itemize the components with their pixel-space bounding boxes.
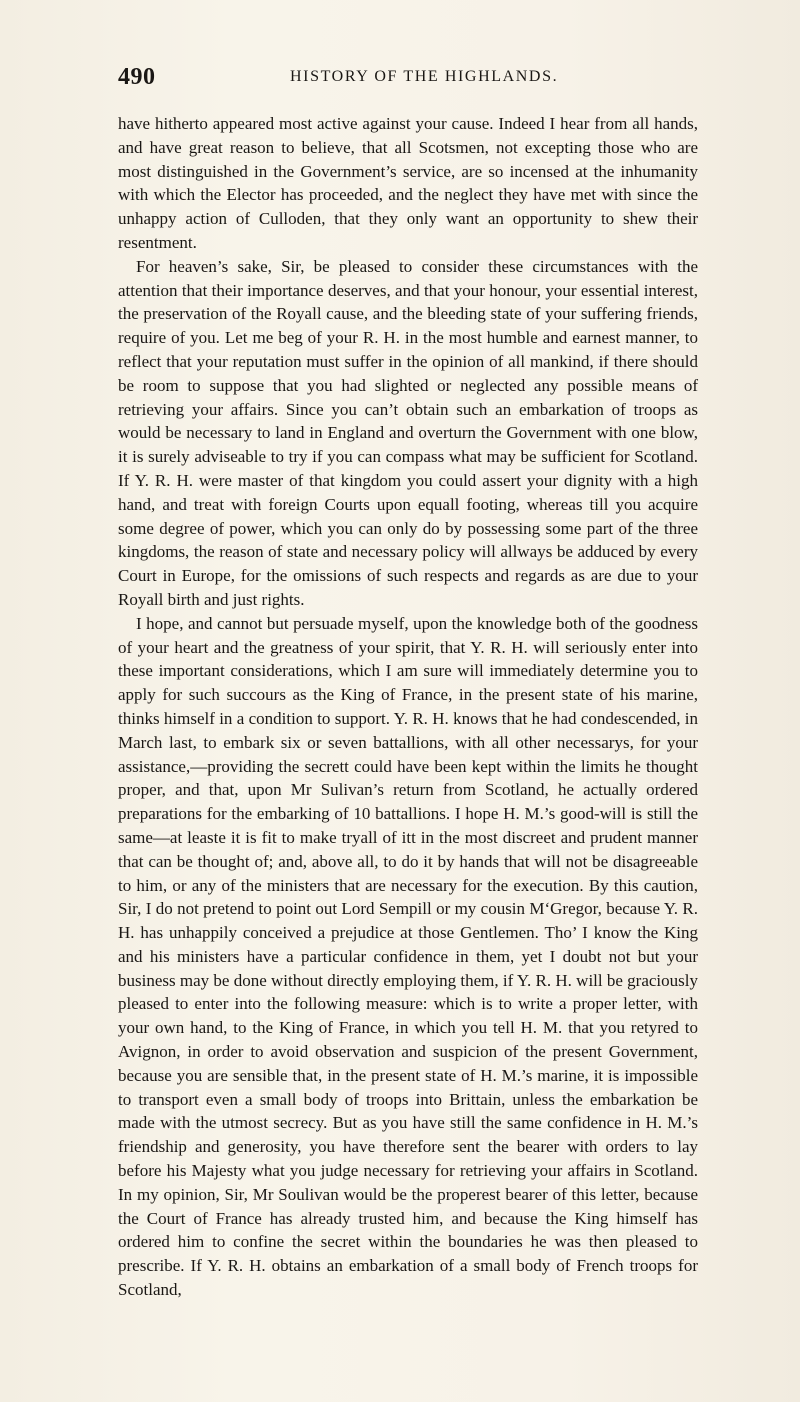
paragraph: For heaven’s sake, Sir, be pleased to consider these circumstances with the attention that their importance deserves, and that your honour, your essential interest, the preservation of the Royall cause, and the bleeding state of your suffering friends, require of you. Let me beg of your R. H. in the most humble and earnest manner, to reflect that your reputation must suffer in the opinion of all mankind, if there should be room to suppose that you had slighted or neglected any possible means of retrieving your affairs. Since you can’t obtain such an embarkation of troops as would be necessary to land in England and overturn the Government with one blow, it is surely adviseable to try if you can compass what may be sufficient for Scotland. If Y. R. H. were master of that kingdom you could assert your dignity with a high hand, and treat with foreign Courts upon equall footing, whereas till you acquire some degree of power, which you can only do by possessing some part of the three kingdoms, the reason of state and necessary policy will allways be adduced by every Court in Europe, for the omissions of such respects and regards as are due to your Royall birth and just rights. bbox=[118, 256, 698, 609]
paragraph: I hope, and cannot but persuade myself, upon the knowledge both of the goodness of your heart and the greatness of your spirit, that Y. R. H. will seriously enter into these important considerations, which I am sure will immediately determine you to apply for such succours as the King of France, in the present state of his marine, thinks himself in a condition to support. Y. R. H. knows that he had condescended, in March last, to embark six or seven battallions, with all other necessarys, for your assistance,—providing the secrett could have been kept within the limits he thought proper, and that, upon Mr Sulivan’s return from Scotland, he actually ordered preparations for the embarking of 10 battallions. I hope H. M.’s good-will is still the same—at leaste it is fit to make tryall of itt in the most discreet and prudent manner that can be thought of; and, above all, to do it by hands that will not be disagreeable to him, or any of the ministers that are necessary for the execution. By this caution, Sir, I do not pretend to point out Lord Sempill or my cousin M‘Gregor, because Y. R. H. has unhappily conceived a prejudice at those Gentlemen. Tho’ I know the King and his ministers have a particular confidence in them, yet I doubt not but your business may be done without directly employing them, if Y. R. H. will be graciously pleased to enter into the following measure: which is to write a proper letter, with your own hand, to the King of France, in which you tell H. M. that you retyred to Avignon, in order to avoid observation and suspicion of the present Government, because you are sensible that, in the present state of H. M.’s marine, it is impossible to transport even a small body of troops into Brittain, unless the embarkation be made with the utmost secrecy. But as you have still the same confidence in H. M.’s friendship and generosity, you have therefore sent the bearer with orders to lay before his Majesty what you judge necessary for retrieving your affairs in Scotland. In my opinion, Sir, Mr Soulivan would be the properest bearer of this letter, because the Court of France has already trusted him, and because the King himself has ordered him to confine the secret within the boundaries he was then pleased to prescribe. If Y. R. H. obtains an embarkation of a small body of French troops for Scotland, bbox=[118, 613, 698, 1300]
running-title: HISTORY OF THE HIGHLANDS. bbox=[290, 68, 559, 85]
paragraph-continuation: have hitherto appeared most active against your cause. Indeed I hear from all hands, and have great reason to believe, that all Scotsmen, not excepting those who are most distinguished in the Government’s service, are so incensed at the inhumanity with which the Elector has proceeded, and the neglect they have met with since the unhappy action of Culloden, that they only want an opportunity to shew their resentment. bbox=[118, 114, 698, 252]
page-number: 490 bbox=[118, 64, 156, 90]
page-header bbox=[118, 64, 698, 94]
body-text bbox=[118, 112, 698, 1302]
